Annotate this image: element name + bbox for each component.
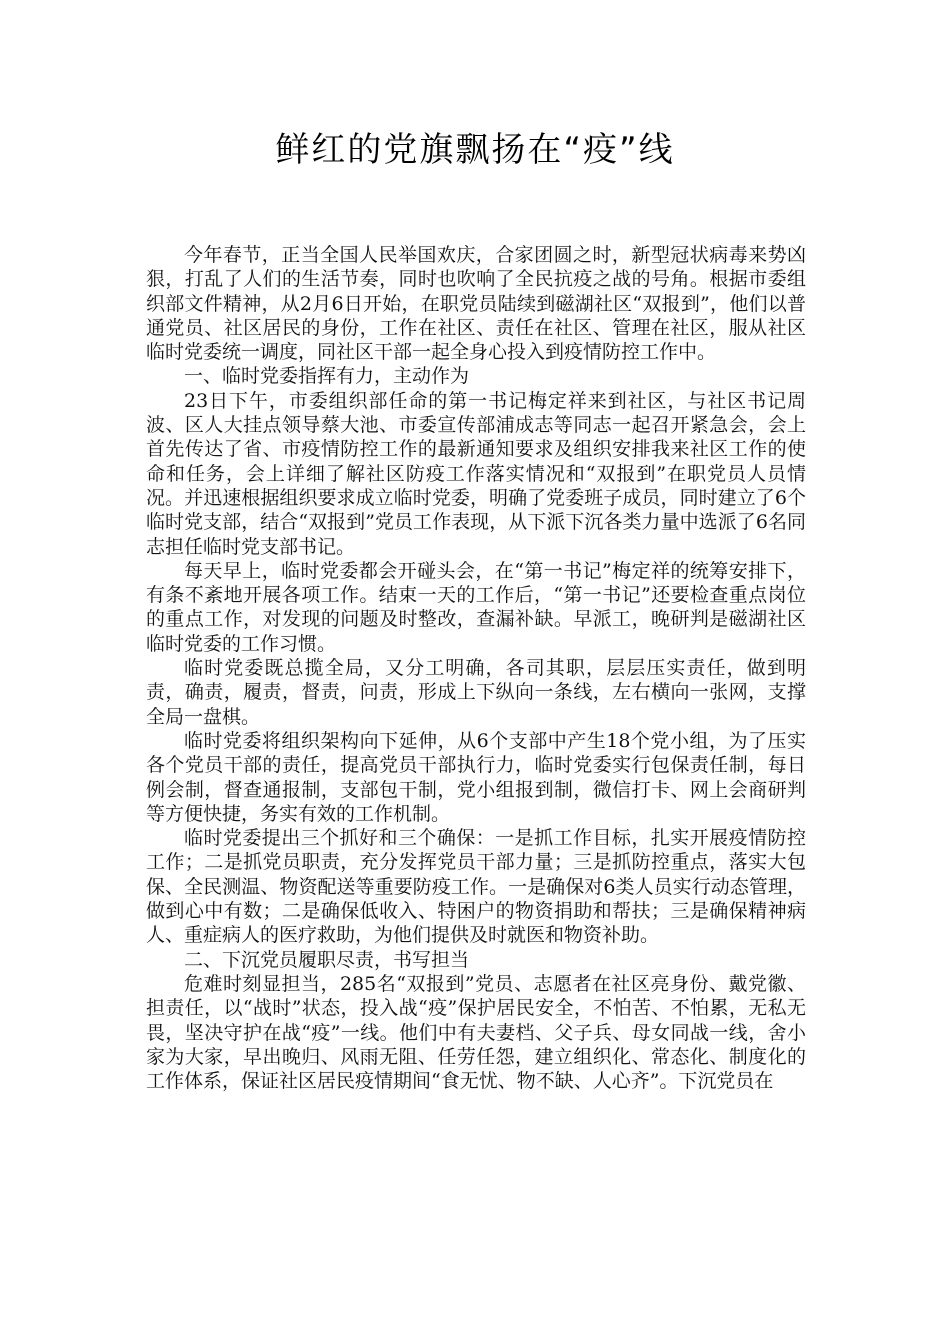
- document-title: 鲜红的党旗飘扬在“疫”线: [275, 130, 675, 170]
- paragraph: 临时党委提出三个抓好和三个确保：一是抓工作目标，扎实开展疫情防控工作；二是抓党员职责，充分发挥党员干部力量；三是抓防控重点，落实大包保、全民测温、物资配送等重要防疫工作。一是确保对6类人员实行动态管理，做到心中有数；二是确保低收入、特困户的物资捐助和帮扶；三是确保精神病人、重症病人的医疗救助，为他们提供及时就医和物资补助。: [146, 827, 806, 947]
- section-heading-2: 二、下沉党员履职尽责，书写担当: [184, 948, 470, 971]
- paragraph-intro: 今年春节，正当全国人民举国欢庆，合家团圆之时，新型冠状病毒来势凶狠，打乱了人们的生活节奏，同时也吹响了全民抗疫之战的号角。根据市委组织部文件精神，从2月6日开始，在职党员陆续到磁湖社区“双报到”，他们以普通党员、社区居民的身份，工作在社区、责任在社区、管理在社区，服从社区临时党委统一调度，同社区干部一起全身心投入到疫情防控工作中。: [146, 244, 806, 364]
- document-body: [146, 243, 806, 1093]
- paragraph: 每天早上，临时党委都会开碰头会，在“第一书记”梅定祥的统筹安排下，有条不紊地开展各项工作。结束一天的工作后，“第一书记”还要检查重点岗位的重点工作，对发现的问题及时整改，查漏补缺。早派工，晚研判是磁湖社区临时党委的工作习惯。: [146, 559, 806, 655]
- section-heading-1: 一、临时党委指挥有力，主动作为: [184, 365, 470, 388]
- paragraph: 临时党委既总揽全局，又分工明确，各司其职，层层压实责任，做到明责，确责，履责，督责，问责，形成上下纵向一条线，左右横向一张网，支撑全局一盘棋。: [146, 657, 806, 728]
- paragraph: 临时党委将组织架构向下延伸，从6个支部中产生18个党小组，为了压实各个党员干部的责任，提高党员干部执行力，临时党委实行包保责任制，每日例会制，督查通报制，支部包干制，党小组报到制，微信打卡、网上会商研判等方便快捷，务实有效的工作机制。: [146, 729, 806, 825]
- paragraph: 23日下午，市委组织部任命的第一书记梅定祥来到社区，与社区书记周波、区人大挂点领导蔡大池、市委宣传部浦成志等同志一起召开紧急会，会上首先传达了省、市疫情防控工作的最新通知要求及组织安排我来社区工作的使命和任务，会上详细了解社区防疫工作落实情况和“双报到”在职党员人员情况。并迅速根据组织要求成立临时党委，明确了党委班子成员，同时建立了6个临时党支部，结合“双报到”党员工作表现，从下派下沉各类力量中选派了6名同志担任临时党支部书记。: [146, 389, 806, 558]
- paragraph: 危难时刻显担当，285名“双报到”党员、志愿者在社区亮身份、戴党徽、担责任，以“战时”状态，投入战“疫”保护居民安全，不怕苦、不怕累，无私无畏，坚决守护在战“疫”一线。他们中有夫妻档、父子兵、母女同战一线，舍小家为大家，早出晚归、风雨无阻、任劳任怨，建立组织化、常态化、制度化的工作体系，保证社区居民疫情期间“食无忧、物不缺、人心齐”。下沉党员在: [146, 972, 806, 1093]
